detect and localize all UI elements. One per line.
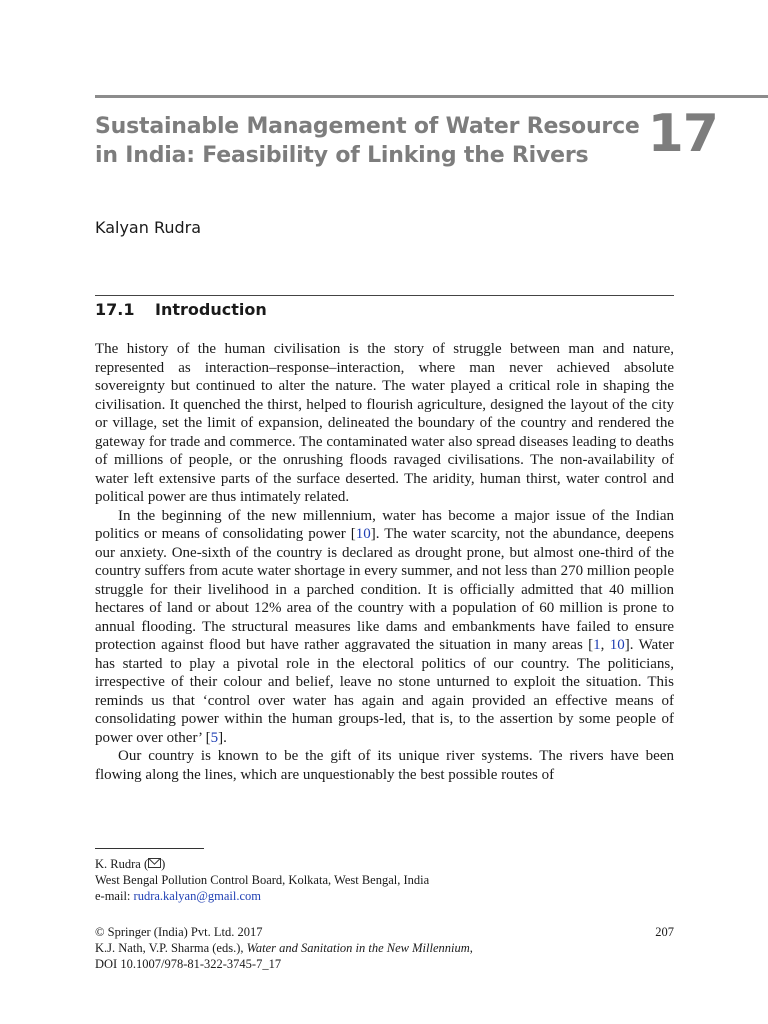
- book-title: Water and Sanitation in the New Millennium: [246, 941, 470, 955]
- copyright-line: © Springer (India) Pvt. Ltd. 2017: [95, 925, 263, 939]
- footnote-email-line: [95, 888, 675, 904]
- doi-line: DOI 10.1007/978-81-322-3745-7_17: [95, 957, 282, 971]
- paragraph-2-text-d: ].: [218, 729, 227, 746]
- editors-line: [95, 940, 675, 956]
- editors: K.J. Nath, V.P. Sharma (eds.),: [95, 941, 247, 955]
- footnote-rule: [95, 848, 204, 849]
- footnote-author: K. Rudra (: [95, 857, 149, 871]
- footnote-affiliation: West Bengal Pollution Control Board, Kolkata, West Bengal, India: [95, 873, 430, 887]
- paragraph-1: The history of the human civilisation is the story of struggle between man and nature, represented as interaction–response–interaction, where man never achieved absolute sovereignty but continued to alter the nature. The water played a critical role in shaping the civilisation. It quenched the thirst, helped to flourish agriculture, designed the layout of the city or village, set the limit of expansion, delineated the boundary of the country and rendered the gateway for trade and commerce. The contaminated water also spread diseases leading to deaths of millions of people, or the onrushing floods ravaged civilisations. The non-availability of water left extensive parts of the surface deserted. The aridity, human thirst, water control and political power are thus intimately related.: [95, 341, 674, 505]
- footnote-author-line: [95, 856, 675, 872]
- chapter-number: 17: [647, 104, 718, 164]
- chapter-title: [95, 112, 655, 170]
- book-title-suffix: ,: [469, 941, 473, 955]
- paragraph-2: [95, 507, 674, 748]
- citation-separator: ,: [600, 637, 610, 653]
- paragraph-2-text-a: In the beginning of the new millennium, water has become a major issue of the Indian politics or means of consolidating power [: [95, 507, 674, 542]
- paragraph-2-text-c: ]. Water has started to play a pivotal role in the electoral politics of our country. The politicians, irrespective of their colour and belief, leave no stone unturned to exploit the situation. This reminds us that ‘control over water has again and again provided an effective means of consolidating power within the human groups-led, that is, to the assertion by some people of power over other’ [: [95, 637, 675, 746]
- section-title: Introduction: [155, 300, 267, 319]
- paragraph-2-text-b: ]. The water scarcity, not the abundance, deepens our anxiety. One-sixth of the country is declared as drought prone, but almost one-third of the country suffers from acute water shortage in every summer, and not less than 270 million people struggle for their livelihood in a parched condition. It is officially admitted that 40 million hectares of land or about 12% area of the country with a population of 60 million is prone to annual flooding. The structural measures like dams and embankments have failed to ensure protection against flood but have rather aggravated the situation in many areas [: [95, 526, 674, 653]
- footnote-email-label: e-mail:: [95, 889, 134, 903]
- citation-link[interactable]: 10: [355, 526, 371, 542]
- citation-link[interactable]: 5: [210, 729, 219, 746]
- email-link[interactable]: rudra.kalyan@gmail.com: [133, 889, 261, 903]
- section-number: 17.1: [95, 300, 135, 319]
- top-rule: [95, 95, 768, 98]
- paragraph-3: Our country is known to be the gift of its unique river systems. The rivers have been flowing along the lines, which are unquestionably the best possible routes of: [95, 748, 674, 783]
- section-rule: [95, 295, 674, 296]
- footnote-author-close: ): [161, 857, 166, 871]
- chapter-title-line1: Sustainable Management of Water Resource: [95, 114, 640, 139]
- footnote: [95, 856, 675, 904]
- chapter-title-line2: in India: Feasibility of Linking the Rivers: [95, 143, 589, 168]
- page-number: 207: [655, 925, 674, 939]
- chapter-author: Kalyan Rudra: [95, 218, 202, 237]
- citation-link[interactable]: 1: [593, 637, 601, 653]
- section-heading: [95, 300, 267, 320]
- mail-icon: [148, 858, 161, 868]
- body-text: [95, 340, 674, 784]
- publication-info: [95, 924, 675, 972]
- citation-link[interactable]: 10: [609, 637, 625, 653]
